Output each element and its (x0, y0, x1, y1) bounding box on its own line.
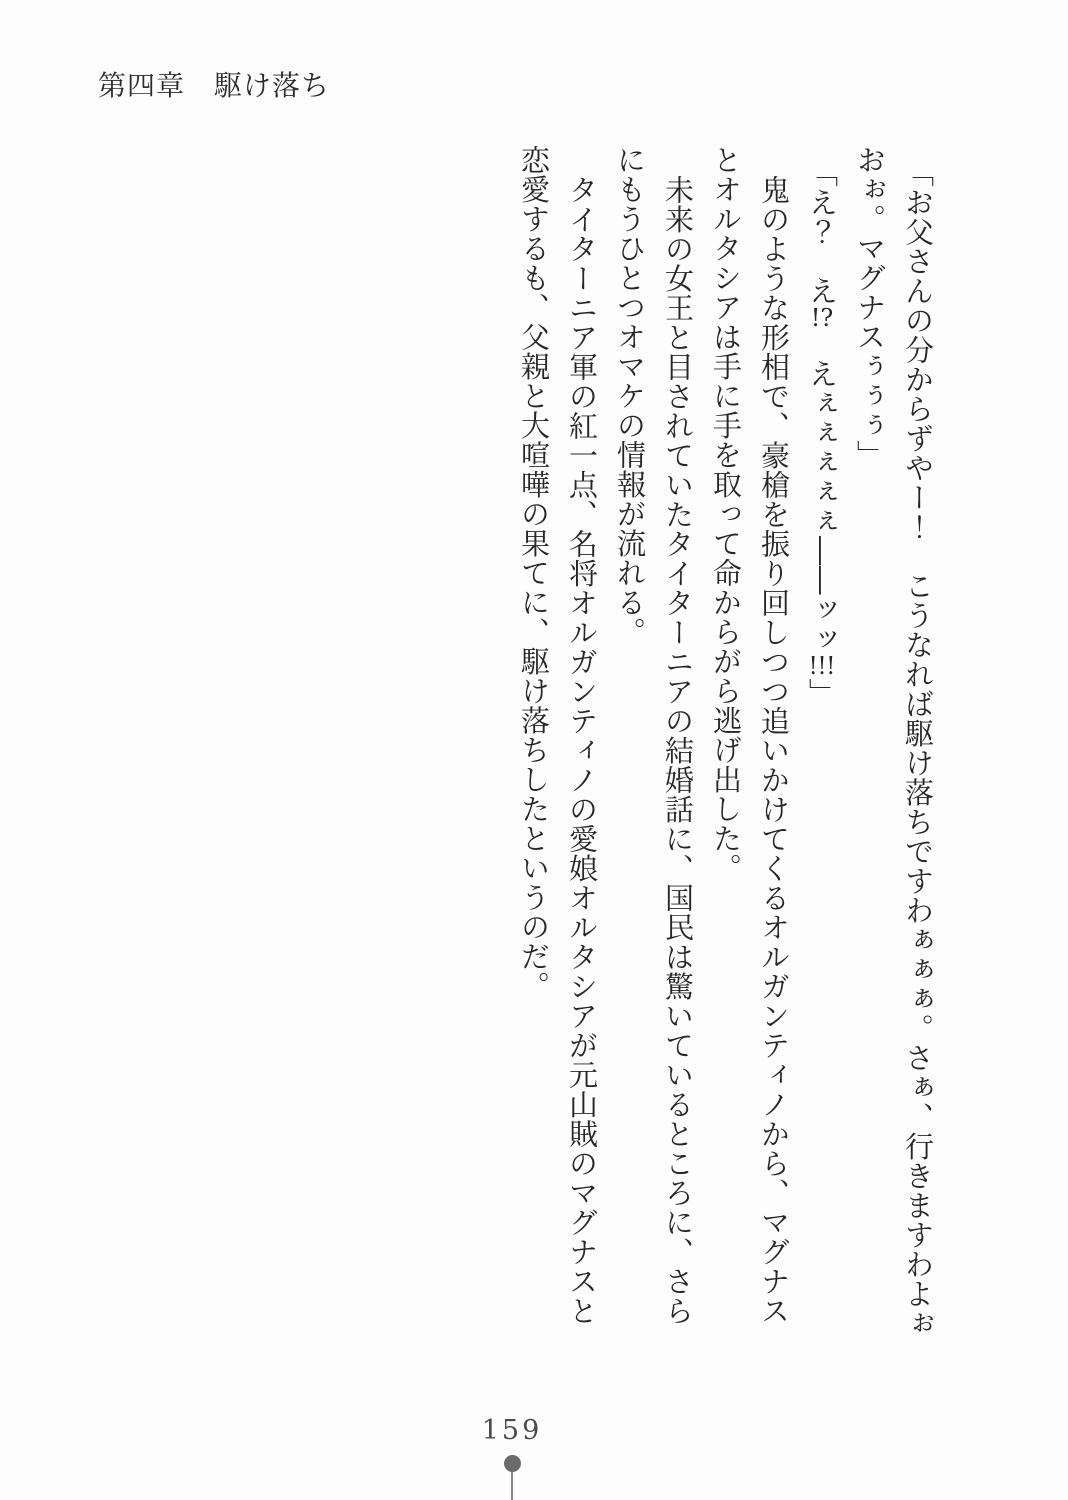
text-column-narration-1-continued: とオルタシアは手に手を取って命からがら逃げ出した。 (709, 145, 743, 883)
text-column-narration-3: タイターニア軍の紅一点、名将オルガンティノの愛娘オルタシアが元山賊のマグナスと (565, 175, 599, 1326)
dialogue-2-tatechuyoko-exclamations: !!! (808, 654, 836, 678)
dialogue-2-segment: えぇぇぇぇぇ――ッッ (805, 329, 839, 654)
page-pin-decoration (0, 1453, 1068, 1500)
text-column-narration-2-continued: にもうひとつオマケの情報が流れる。 (613, 145, 647, 647)
text-column-narration-2: 未来の女王と目されていたタイターニアの結婚話に、国民は驚いているところに、さら (661, 175, 695, 1326)
dialogue-2-segment: 」 (805, 678, 839, 708)
text-column-narration-1: 鬼のような形相で、豪槍を振り回しつつ追いかけてくるオルガンティノから、マグナス (757, 175, 791, 1326)
page-number: 159 (481, 1415, 543, 1446)
text-column-dialogue-1: 「お父さんの分からずやー！ こうなれば駆け落ちですわぁぁぁ。さぁ、行きますわよぉ (901, 158, 935, 1338)
pin-line (511, 1467, 513, 1500)
pin-dot-icon (504, 1455, 521, 1472)
main-text-block (510, 145, 942, 1355)
text-column-narration-3-continued: 恋愛するも、父親と大喧嘩の果てに、駆け落ちしたというのだ。 (517, 145, 551, 1001)
text-column-dialogue-1-continued: おぉ。マグナスぅぅぅ」 (853, 145, 887, 470)
dialogue-2-tatechuyoko-interrobang: !? (810, 305, 834, 330)
chapter-running-head: 第四章 駆け落ち (98, 69, 331, 102)
dialogue-2-segment: 「え？ え (805, 158, 839, 306)
text-column-dialogue-2 (798, 145, 846, 1355)
